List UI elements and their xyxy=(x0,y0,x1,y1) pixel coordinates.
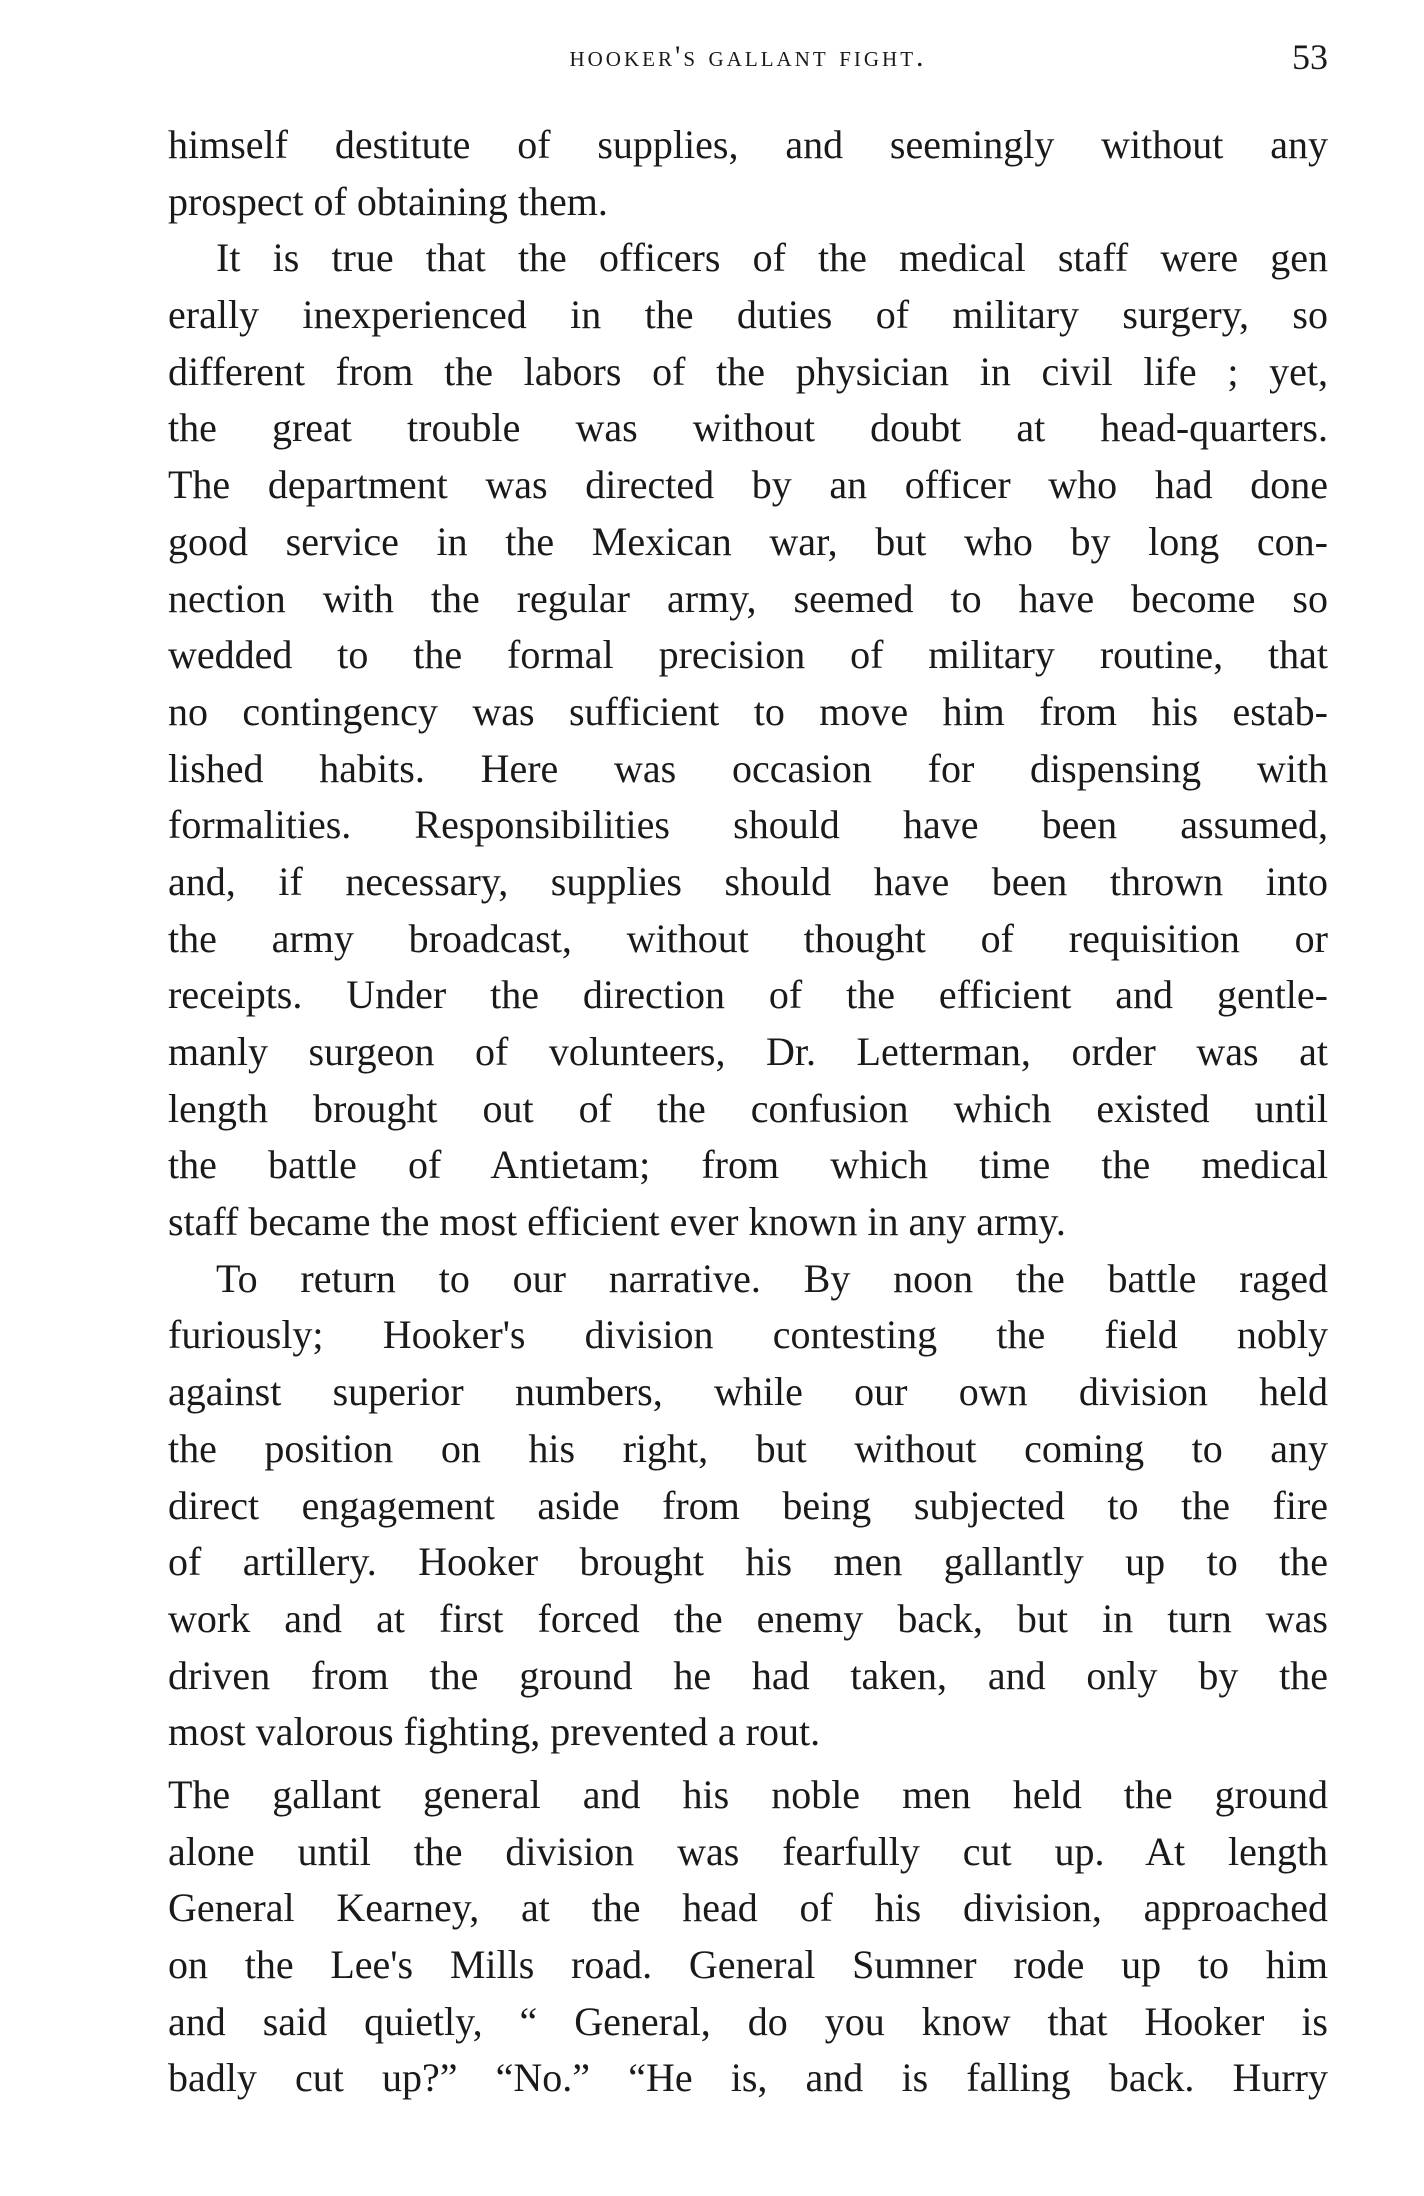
text-line: most valorous fighting, prevented a rout. xyxy=(168,1709,821,1755)
text-line: work and at first forced the enemy back, but in turn was xyxy=(168,1595,1328,1641)
text-line: the battle of Antietam; from which time the medical xyxy=(168,1142,1328,1188)
text-line: length brought out of the confusion which existed until xyxy=(168,1085,1328,1131)
page-number: 53 xyxy=(1292,37,1328,77)
text-line: different from the labors of the physician in civil life ; yet, xyxy=(168,348,1328,394)
paragraph xyxy=(168,230,1328,1250)
text-line: furiously; Hooker's division contesting the field nobly xyxy=(168,1312,1328,1358)
text-line: nection with the regular army, seemed to have become so xyxy=(168,575,1328,621)
body-text xyxy=(168,117,1328,2107)
text-line: lished habits. Here was occasion for dispensing with xyxy=(168,745,1328,791)
text-line: on the Lee's Mills road. General Sumner rode up to him xyxy=(168,1942,1328,1987)
text-line: good service in the Mexican war, but who by long con- xyxy=(168,518,1328,564)
text-line: and, if necessary, supplies should have been thrown into xyxy=(168,858,1328,904)
text-line: the army broadcast, without thought of requisition or xyxy=(168,915,1328,961)
text-line: prospect of obtaining them. xyxy=(168,178,608,224)
text-line: formalities. Responsibilities should have been assumed, xyxy=(168,802,1328,848)
text-line: driven from the ground he had taken, and only by the xyxy=(168,1652,1328,1698)
paragraph xyxy=(168,1767,1328,2107)
text-line: erally inexperienced in the duties of military surgery, so xyxy=(168,292,1328,338)
text-line: wedded to the formal precision of military routine, that xyxy=(168,632,1328,678)
text-line: of artillery. Hooker brought his men gallantly up to the xyxy=(168,1539,1328,1585)
paragraph xyxy=(168,117,1328,230)
running-title: hooker's gallant fight. xyxy=(569,40,927,73)
text-line: and said quietly, “ General, do you know that Hooker is xyxy=(168,1998,1328,2044)
text-line: no contingency was sufficient to move him from his estab- xyxy=(168,688,1328,734)
text-line: staff became the most efficient ever known in any army. xyxy=(168,1199,1066,1245)
text-line: the great trouble was without doubt at head-quarters. xyxy=(168,405,1328,451)
text-line: receipts. Under the direction of the efficient and gentle- xyxy=(168,972,1328,1018)
text-line: manly surgeon of volunteers, Dr. Letterman, order was at xyxy=(168,1029,1328,1074)
text-line: against superior numbers, while our own division held xyxy=(168,1369,1328,1415)
text-line: badly cut up?” “No.” “He is, and is falling back. Hurry xyxy=(168,2055,1328,2101)
text-line: direct engagement aside from being subjected to the fire xyxy=(168,1482,1328,1528)
paragraph xyxy=(168,1251,1328,1761)
text-line: himself destitute of supplies, and seemingly without any xyxy=(168,122,1328,167)
page-header xyxy=(168,32,1328,82)
text-line: General Kearney, at the head of his division, approached xyxy=(168,1885,1328,1931)
text-line: alone until the division was fearfully cut up. At length xyxy=(168,1828,1328,1874)
text-line: The gallant general and his noble men held the ground xyxy=(168,1771,1328,1817)
text-line: The department was directed by an officer who had done xyxy=(168,462,1328,508)
text-line: It is true that the officers of the medical staff were gen xyxy=(216,235,1328,281)
text-line: the position on his right, but without coming to any xyxy=(168,1425,1328,1471)
text-line: To return to our narrative. By noon the battle raged xyxy=(216,1255,1328,1301)
